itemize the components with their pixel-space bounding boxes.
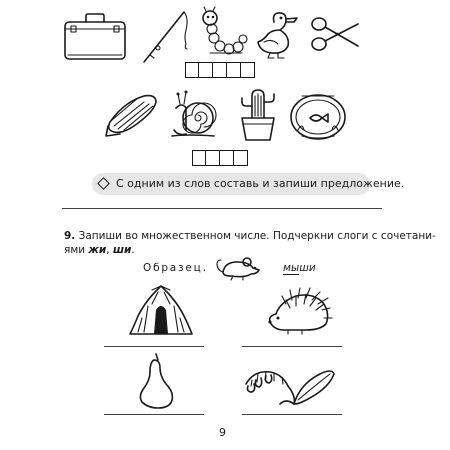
task-instruction-line1: Запиши во множественном числе. Подчеркни слоги с сочетани- bbox=[78, 230, 436, 242]
task-instruction-line2: ями bbox=[64, 244, 89, 256]
answer-line-haystack[interactable] bbox=[104, 346, 204, 347]
task-9-text bbox=[64, 229, 436, 243]
syllable-shi: ши bbox=[112, 244, 132, 256]
fishing-rod-icon bbox=[140, 8, 190, 64]
writing-line[interactable] bbox=[62, 208, 382, 209]
page-number: 9 bbox=[219, 426, 226, 439]
answer-line-pear[interactable] bbox=[104, 414, 204, 415]
task-number: 9. bbox=[64, 230, 76, 242]
sample-label: Образец. bbox=[143, 262, 208, 274]
sample-word-ending: ши bbox=[299, 262, 316, 274]
cactus-pot-icon bbox=[236, 88, 280, 142]
instruction-text: С одним из слов составь и запиши предложение. bbox=[116, 177, 405, 190]
pear-icon bbox=[136, 352, 176, 410]
fish-bowl-icon bbox=[288, 92, 348, 142]
answer-boxes-row2[interactable] bbox=[193, 150, 248, 166]
suitcase-icon bbox=[62, 12, 128, 62]
duck-icon bbox=[254, 10, 302, 60]
answer-line-lily[interactable] bbox=[242, 414, 342, 415]
sample-word-underlined: мы bbox=[283, 262, 300, 274]
snail-icon bbox=[168, 90, 218, 142]
mouse-icon bbox=[215, 254, 265, 282]
hedgehog-icon bbox=[266, 286, 332, 336]
comma: , bbox=[106, 244, 113, 256]
task-9-text-line2 bbox=[64, 243, 135, 257]
answer-boxes-row1[interactable] bbox=[186, 62, 255, 78]
sample-word bbox=[283, 262, 316, 274]
syllable-zhi: жи bbox=[88, 244, 107, 256]
caterpillar-icon bbox=[196, 8, 248, 60]
period: . bbox=[131, 244, 135, 256]
lily-of-the-valley-icon bbox=[240, 360, 336, 406]
scissors-icon bbox=[310, 14, 360, 56]
haystack-icon bbox=[128, 284, 194, 338]
answer-line-hedgehog[interactable] bbox=[242, 346, 342, 347]
brush-icon bbox=[104, 92, 160, 138]
answer-box[interactable] bbox=[240, 62, 255, 78]
answer-box[interactable] bbox=[233, 150, 248, 166]
